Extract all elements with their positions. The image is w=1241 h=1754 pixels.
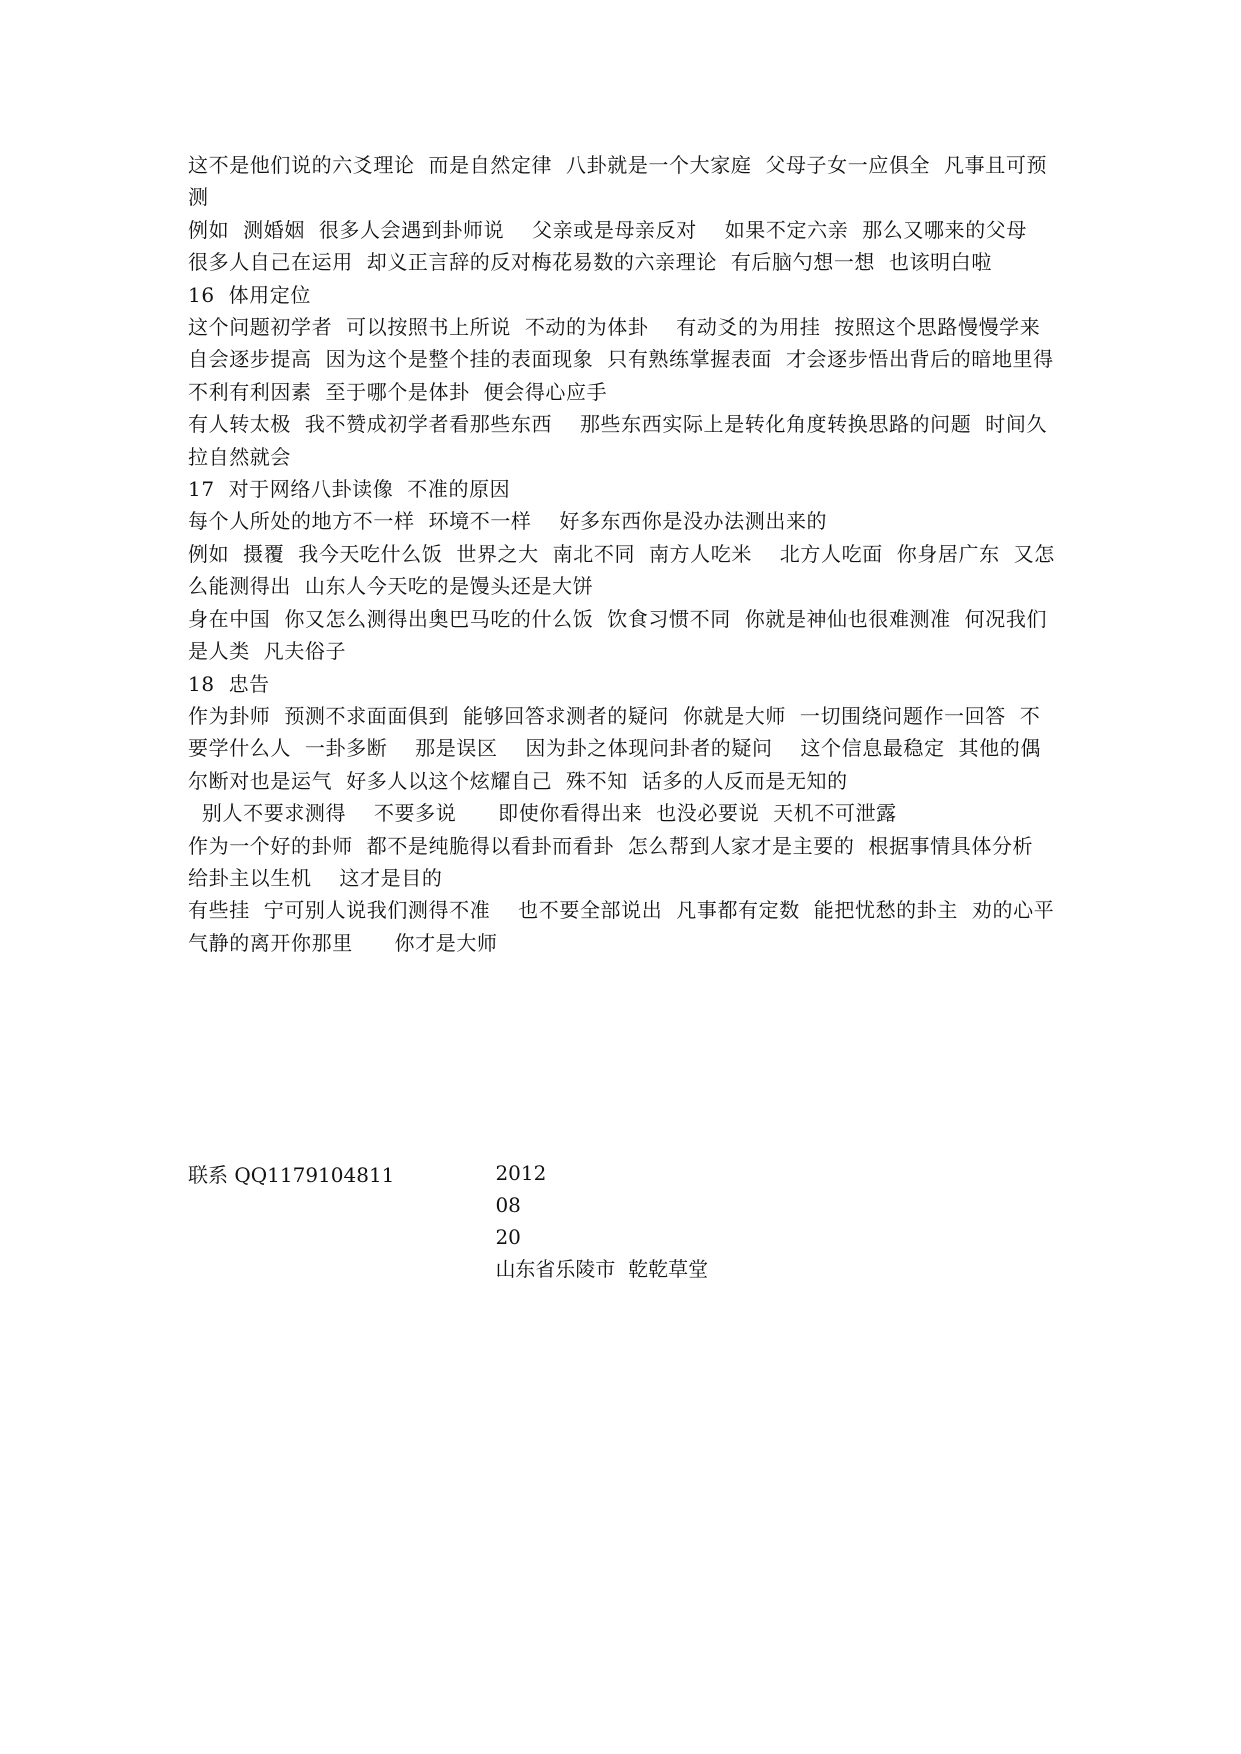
paragraph: 有人转太极 我不赞成初学者看那些东西 那些东西实际上是转化角度转换思路的问题 时间久拉自然就会 (188, 412, 1048, 469)
signature-place: 山东省乐陵市 乾乾草堂 (495, 1257, 709, 1281)
paragraph: 身在中国 你又怎么测得出奥巴马吃的什么饭 饮食习惯不同 你就是神仙也很难测准 何况我们是人类 凡夫俗子 (188, 606, 1048, 664)
paragraph: 有些挂 宁可别人说我们测得不准 也不要全部说出 凡事都有定数 能把忧愁的卦主 劝的心平气静的离开你那里 你才是大师 (188, 898, 1055, 955)
paragraph: 例如 测婚姻 很多人会遇到卦师说 父亲或是母亲反对 如果不定六亲 那么又哪来的父母 很多人自己在运用 却义正言辞的反对梅花易数的六亲理论 有后脑勺想一想 也该明白啦 (188, 217, 1041, 275)
paragraph: 作为一个好的卦师 都不是纯脆得以看卦而看卦 怎么帮到人家才是主要的 根据事情具体分析 给卦主以生机 这才是目的 (188, 833, 1048, 890)
signature-year: 2012 (495, 1161, 547, 1185)
signature-line (470, 1125, 708, 1317)
section-heading: 17 对于网络八卦读像 不准的原因 (188, 477, 511, 502)
paragraph: 这个问题初学者 可以按照书上所说 不动的为体卦 有动爻的为用挂 按照这个思路慢慢学来 自会逐步提高 因为这个是整个挂的表面现象 只有熟练掌握表面 才会逐步悟出背后的暗地里得不利有利因素 至于哪个是体卦 便会得心应手 (188, 315, 1055, 404)
paragraph: 作为卦师 预测不求面面俱到 能够回答求测者的疑问 你就是大师 一切围绕问题作一回答 不要学什么人 一卦多断 那是误区 因为卦之体现问卦者的疑问 这个信息最稳定 其他的偶尔断对也是运气 好多人以这个炫耀自己 殊不知 话多的人反而是无知的 (188, 703, 1041, 793)
paragraph: 这不是他们说的六爻理论 而是自然定律 八卦就是一个大家庭 父母子女一应俱全 凡事且可预测 (188, 153, 1048, 210)
signature-month: 08 (495, 1193, 521, 1217)
section-heading: 16 体用定位 (188, 282, 311, 307)
section-heading: 18 忠告 (188, 671, 270, 696)
paragraph: 别人不要求测得 不要多说 即使你看得出来 也没必要说 天机不可泄露 (188, 801, 897, 826)
paragraph: 例如 摄覆 我今天吃什么饭 世界之大 南北不同 南方人吃米 北方人吃面 你身居广东 又怎么能测得出 山东人今天吃的是馒头还是大饼 (188, 541, 1055, 599)
signature-day: 20 (495, 1225, 521, 1249)
contact-info: 联系 QQ1179104811 (188, 1163, 395, 1187)
paragraph: 每个人所处的地方不一样 环境不一样 好多东西你是没办法测出来的 (188, 509, 828, 534)
document-body (188, 149, 1056, 959)
